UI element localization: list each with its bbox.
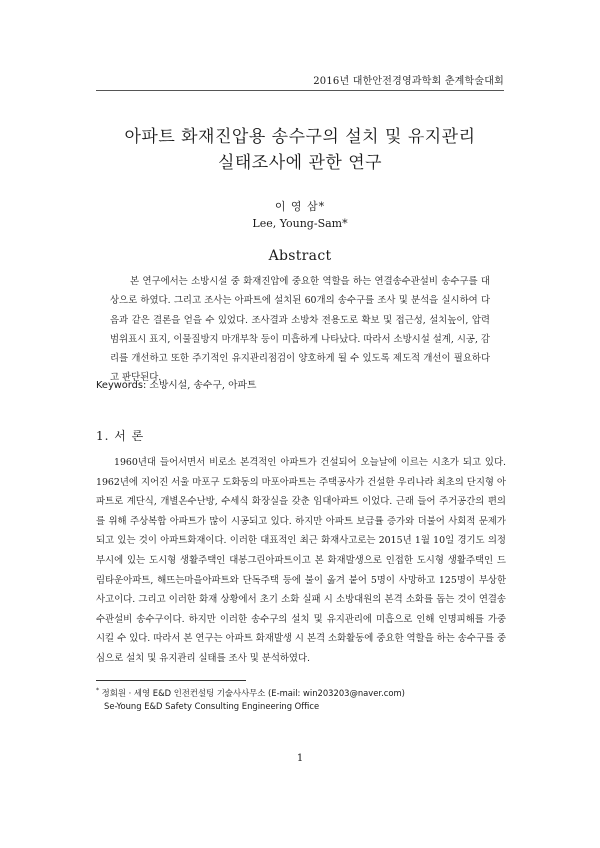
footnote xyxy=(96,684,405,713)
title-line-1: 아파트 화재진압용 송수구의 설치 및 유지관리 xyxy=(124,127,476,147)
header-rule xyxy=(96,90,504,91)
footnote-affiliation: 정회원 · 세영 E&D 인전컨설팅 기술사사무소 (E-mail: win203203@naver.com) xyxy=(101,687,405,698)
author-english: Lee, Young-Sam* xyxy=(252,217,348,230)
paper-title xyxy=(96,124,504,176)
footnote-mark: * xyxy=(96,687,99,694)
keywords-label: Keywords: xyxy=(96,380,147,391)
footnote-line-1 xyxy=(96,684,405,700)
footnote-line-2: Se-Young E&D Safety Consulting Engineering Office xyxy=(104,700,320,711)
abstract-heading: Abstract xyxy=(268,248,332,264)
section-body-introduction: 1960년대 들어서면서 비로소 본격적인 아파트가 건설되어 오늘날에 이르는 시초가 되고 있다. 1962년에 지어진 서울 마포구 도화동의 마포아파트는 주택공사가 건설한 우리나라 최초의 단지형 아파트로 계단식, 개별온수난방, 수세식 화장실을 갖춘 임대아파트 이었다. 근래 들어 주거공간의 편의를 위해 주상복합 아파트가 많이 시공되고 있다. 하지만 아파트 보급률 증가와 더불어 사회적 문제가 되고 있는 것이 아파트화재이다. 이러한 대표적인 최근 화재사고로는 2015년 1월 10일 경기도 의정부시에 있는 도시형 생활주택인 대봉그린아파트이고 본 화재발생으로 인접한 도시형 생활주택인 드림타운아파트, 해뜨는마을아파트와 단독주택 등에 불이 옮겨 붙어 5명이 사망하고 125명이 부상한 사고이다. 그리고 이러한 화재 상황에서 초기 소화 실패 시 소방대원의 본격 소화를 돕는 것이 연결송수관설비 송수구이다. 하지만 이러한 송수구의 설치 및 유지관리에 미흡으로 인해 인명피해를 가중 시킬 수 있다. 따라서 본 연구는 아파트 화재발생 시 본격 소화활동에 중요한 역할을 하는 송수구를 중심으로 설치 및 유지관리 실태를 조사 및 분석하였다. xyxy=(96,457,506,664)
page-number: 1 xyxy=(296,753,304,764)
section-heading-introduction: 1. 서 론 xyxy=(96,429,145,443)
keywords xyxy=(96,377,256,391)
abstract-body: 본 연구에서는 소방시설 중 화재진압에 중요한 역할을 하는 연결송수관설비 송수구를 대상으로 하였다. 그리고 조사는 아파트에 설치된 60개의 송수구를 조사 및 분석을 실시하여 다음과 같은 결론을 얻을 수 있었다. 조사결과 소방차 전용도로 확보 및 접근성, 설치높이, 압력범위표시 표지, 이물질방지 마개부착 등이 미흡하게 나타났다. 따라서 소방시설 설계, 시공, 감리를 개선하고 또한 주기적인 유지관리점검이 양호하게 될 수 있도록 제도적 개선이 필요하다고 판단된다. xyxy=(110,276,490,384)
author-korean: 이 영 삼* xyxy=(274,200,326,213)
footnote-rule xyxy=(96,680,246,681)
title-line-2: 실태조사에 관한 연구 xyxy=(217,153,383,173)
keywords-values: 소방시설, 송수구, 아파트 xyxy=(149,380,257,391)
running-header: 2016년 대한안전경영과학회 춘계학술대회 xyxy=(313,76,504,87)
